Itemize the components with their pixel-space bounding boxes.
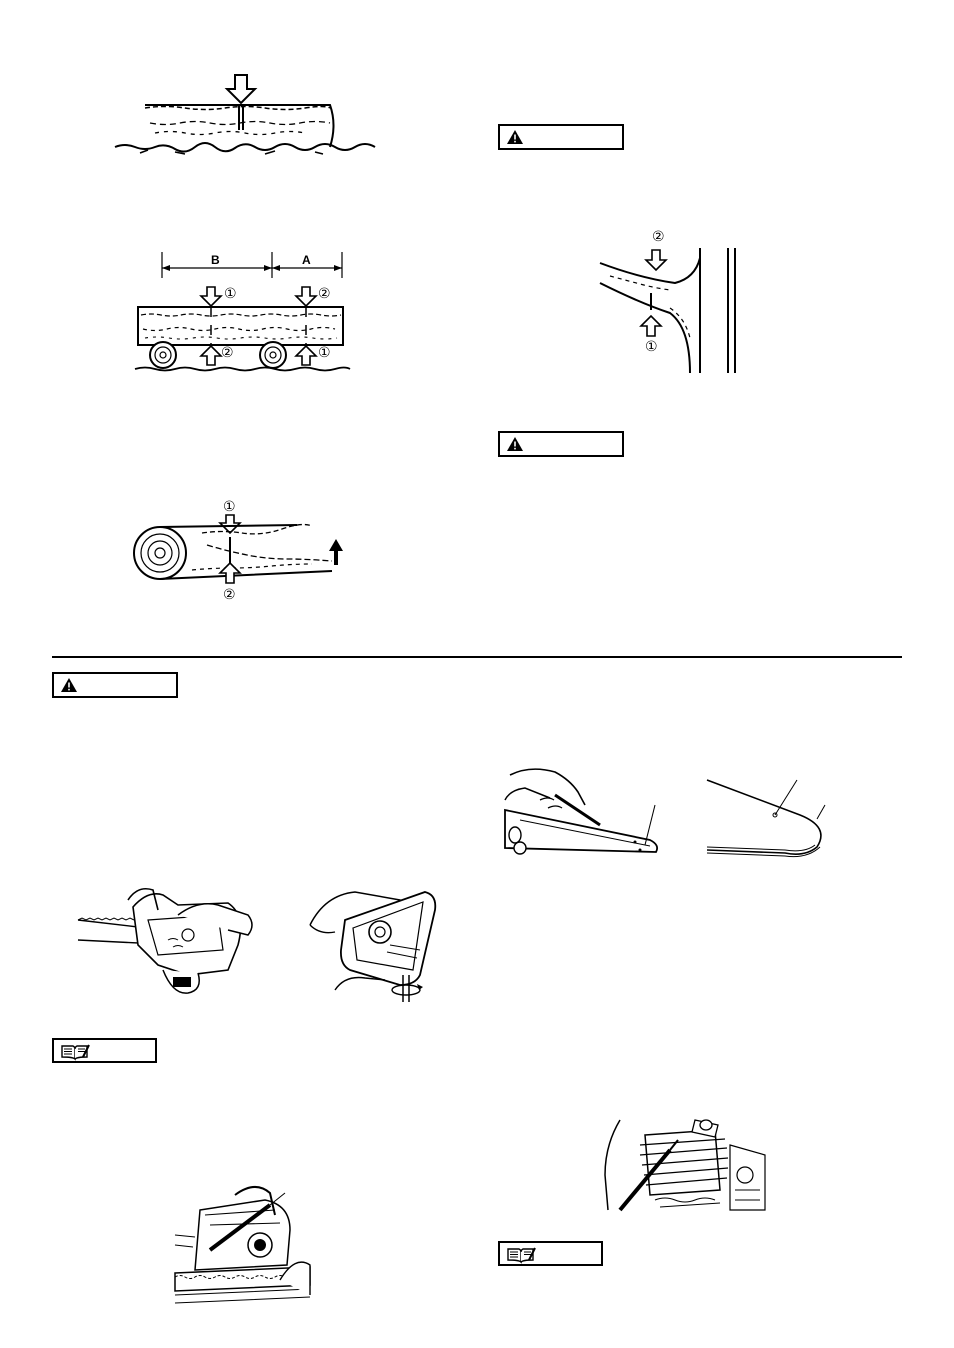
log-tension-drawing <box>132 515 342 585</box>
warning-triangle-icon <box>506 129 524 145</box>
book-pencil-icon <box>60 1043 90 1061</box>
limb-marker-top: ② <box>652 229 665 245</box>
marker-top-left: ① <box>224 286 237 302</box>
figure-air-filter <box>305 890 445 1000</box>
warning-triangle-icon <box>60 677 78 693</box>
marker-top-right: ② <box>318 286 331 302</box>
warning-box-left <box>52 672 178 698</box>
marker-top: ① <box>223 499 236 515</box>
marker-bottom-left: ② <box>221 345 234 361</box>
dimension-label-a: A <box>302 253 311 267</box>
note-box-right <box>498 1241 603 1266</box>
limb-drawing <box>600 238 740 378</box>
book-pencil-icon <box>506 1246 536 1264</box>
warning-box-mid-right <box>498 431 624 457</box>
limb-marker-bottom: ① <box>645 339 658 355</box>
marker-bottom: ② <box>223 587 236 603</box>
warning-box-top-right <box>498 124 624 150</box>
marker-bottom-right: ① <box>318 345 331 361</box>
dimension-lines <box>160 252 350 282</box>
warning-triangle-icon <box>506 436 524 452</box>
dimension-label-b: B <box>211 253 220 267</box>
figure-cylinder-fins <box>600 1115 770 1215</box>
note-box-left <box>52 1038 157 1063</box>
figure-guide-bar-cleaning <box>500 760 670 855</box>
figure-chainsaw-top <box>78 885 258 1000</box>
section-divider <box>52 656 902 658</box>
figure-guide-bar-side <box>705 775 835 860</box>
figure-log-on-ground <box>115 75 375 145</box>
figure-chainsaw-bottom <box>175 1185 310 1315</box>
